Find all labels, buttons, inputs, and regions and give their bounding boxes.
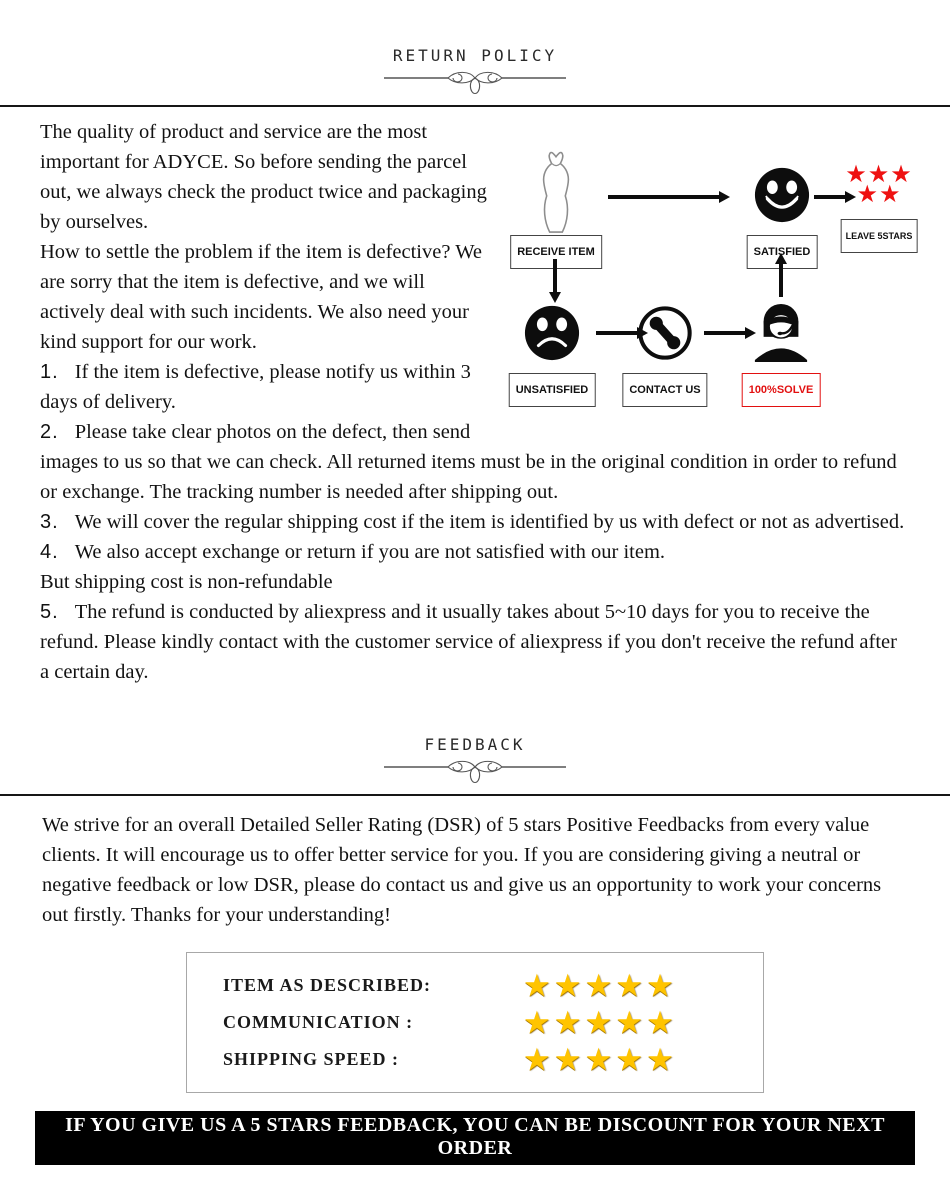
policy-item-3-number: 3. — [40, 511, 59, 533]
rating-label: SHIPPING SPEED : — [223, 1049, 400, 1069]
unsatisfied-label: UNSATISFIED — [509, 373, 596, 407]
rating-row-communication — [223, 1004, 733, 1041]
policy-item-3 — [40, 507, 910, 537]
feedback-title: FEEDBACK — [424, 735, 526, 754]
policy-item-4-text: We also accept exchange or return if you are not satisfied with our item. — [74, 541, 666, 563]
rating-row-shipping-speed — [223, 1041, 733, 1078]
policy-item-5 — [40, 597, 910, 687]
policy-item-5-number: 5. — [40, 601, 59, 623]
unsatisfied-sad-face-icon — [523, 304, 581, 362]
dsr-rating-box — [186, 952, 764, 1093]
return-policy-header — [0, 0, 950, 97]
contact-us-label: CONTACT US — [622, 373, 707, 407]
red-stars-row-bottom: ★★ — [856, 182, 902, 208]
dress-icon — [524, 147, 588, 235]
policy-item-1-text: If the item is defective, please notify us within 3 days of delivery. — [40, 361, 471, 413]
gold-stars-icon: ★★★★★ — [523, 1042, 677, 1077]
red-stars-row-top: ★★★ — [845, 162, 913, 188]
solve-label: 100%SOLVE — [742, 373, 821, 407]
five-red-stars-icon — [844, 162, 914, 208]
customer-service-icon — [752, 302, 810, 362]
policy-item-1-number: 1. — [40, 361, 59, 383]
return-policy-title: RETURN POLICY — [392, 46, 558, 65]
arrow-receive-to-satisfied — [608, 195, 720, 199]
policy-item-4-number: 4. — [40, 541, 59, 563]
rating-label: ITEM AS DESCRIBED: — [223, 975, 432, 995]
flourish-ornament — [380, 67, 570, 97]
receive-item-label: RECEIVE ITEM — [510, 235, 602, 269]
contact-phone-icon — [636, 304, 694, 362]
policy-item-2-text: Please take clear photos on the defect, then send images to us so that we can check. All returned items must be in the original condition in order to refund or exchange. The tracking number is needed after shipping out. — [40, 421, 897, 503]
gold-stars-icon: ★★★★★ — [523, 968, 677, 1003]
arrow-unsatisfied-to-contact — [596, 331, 638, 335]
policy-item-5-text: The refund is conducted by aliexpress and it usually takes about 5~10 days for you to receive the refund. Please kindly contact with the customer service of aliexpress if you don't receive the refund after a certain day. — [40, 601, 897, 683]
return-policy-content — [0, 107, 950, 687]
rating-label: COMMUNICATION : — [223, 1012, 414, 1032]
rating-row-item-as-described — [223, 967, 733, 1004]
satisfied-label: SATISFIED — [747, 235, 818, 269]
flourish-ornament — [380, 756, 570, 786]
satisfied-smiley-icon — [753, 166, 811, 224]
return-flow-diagram — [508, 135, 928, 417]
policy-item-4 — [40, 537, 910, 597]
policy-paragraph-quality: The quality of product and service are the most important for ADYCE. So before sending the parcel out, we always check the product twice and packaging by ourselves. — [40, 121, 487, 233]
policy-item-4-note: But shipping cost is non-refundable — [40, 571, 333, 593]
gold-stars-icon: ★★★★★ — [523, 1005, 677, 1040]
arrow-solve-to-satisfied — [779, 263, 783, 297]
discount-banner: IF YOU GIVE US A 5 STARS FEEDBACK, YOU CAN BE DISCOUNT FOR YOUR NEXT ORDER — [35, 1111, 915, 1165]
arrow-contact-to-solve — [704, 331, 746, 335]
feedback-paragraph: We strive for an overall Detailed Seller Rating (DSR) of 5 stars Positive Feedbacks from every value clients. It will encourage us to offer better service for you. If you are considering giving a neutral or negative feedback or low DSR, please do contact us and give us an opportunity to work your concerns out firstly. Thanks for your understanding! — [42, 814, 882, 926]
policy-paragraph-settle: How to settle the problem if the item is defective? We are sorry that the item is defective, and we will actively deal with such incidents. We also need your kind support for our work. — [40, 241, 483, 353]
policy-item-2-number: 2. — [40, 421, 59, 443]
feedback-header — [0, 687, 950, 786]
leave-5stars-label: LEAVE 5STARS — [841, 219, 918, 253]
policy-item-3-text: We will cover the regular shipping cost if the item is identified by us with defect or not as advertised. — [74, 511, 905, 533]
arrow-receive-to-unsatisfied — [553, 259, 557, 293]
arrow-satisfied-to-stars — [814, 195, 846, 199]
policy-item-2 — [40, 417, 910, 507]
